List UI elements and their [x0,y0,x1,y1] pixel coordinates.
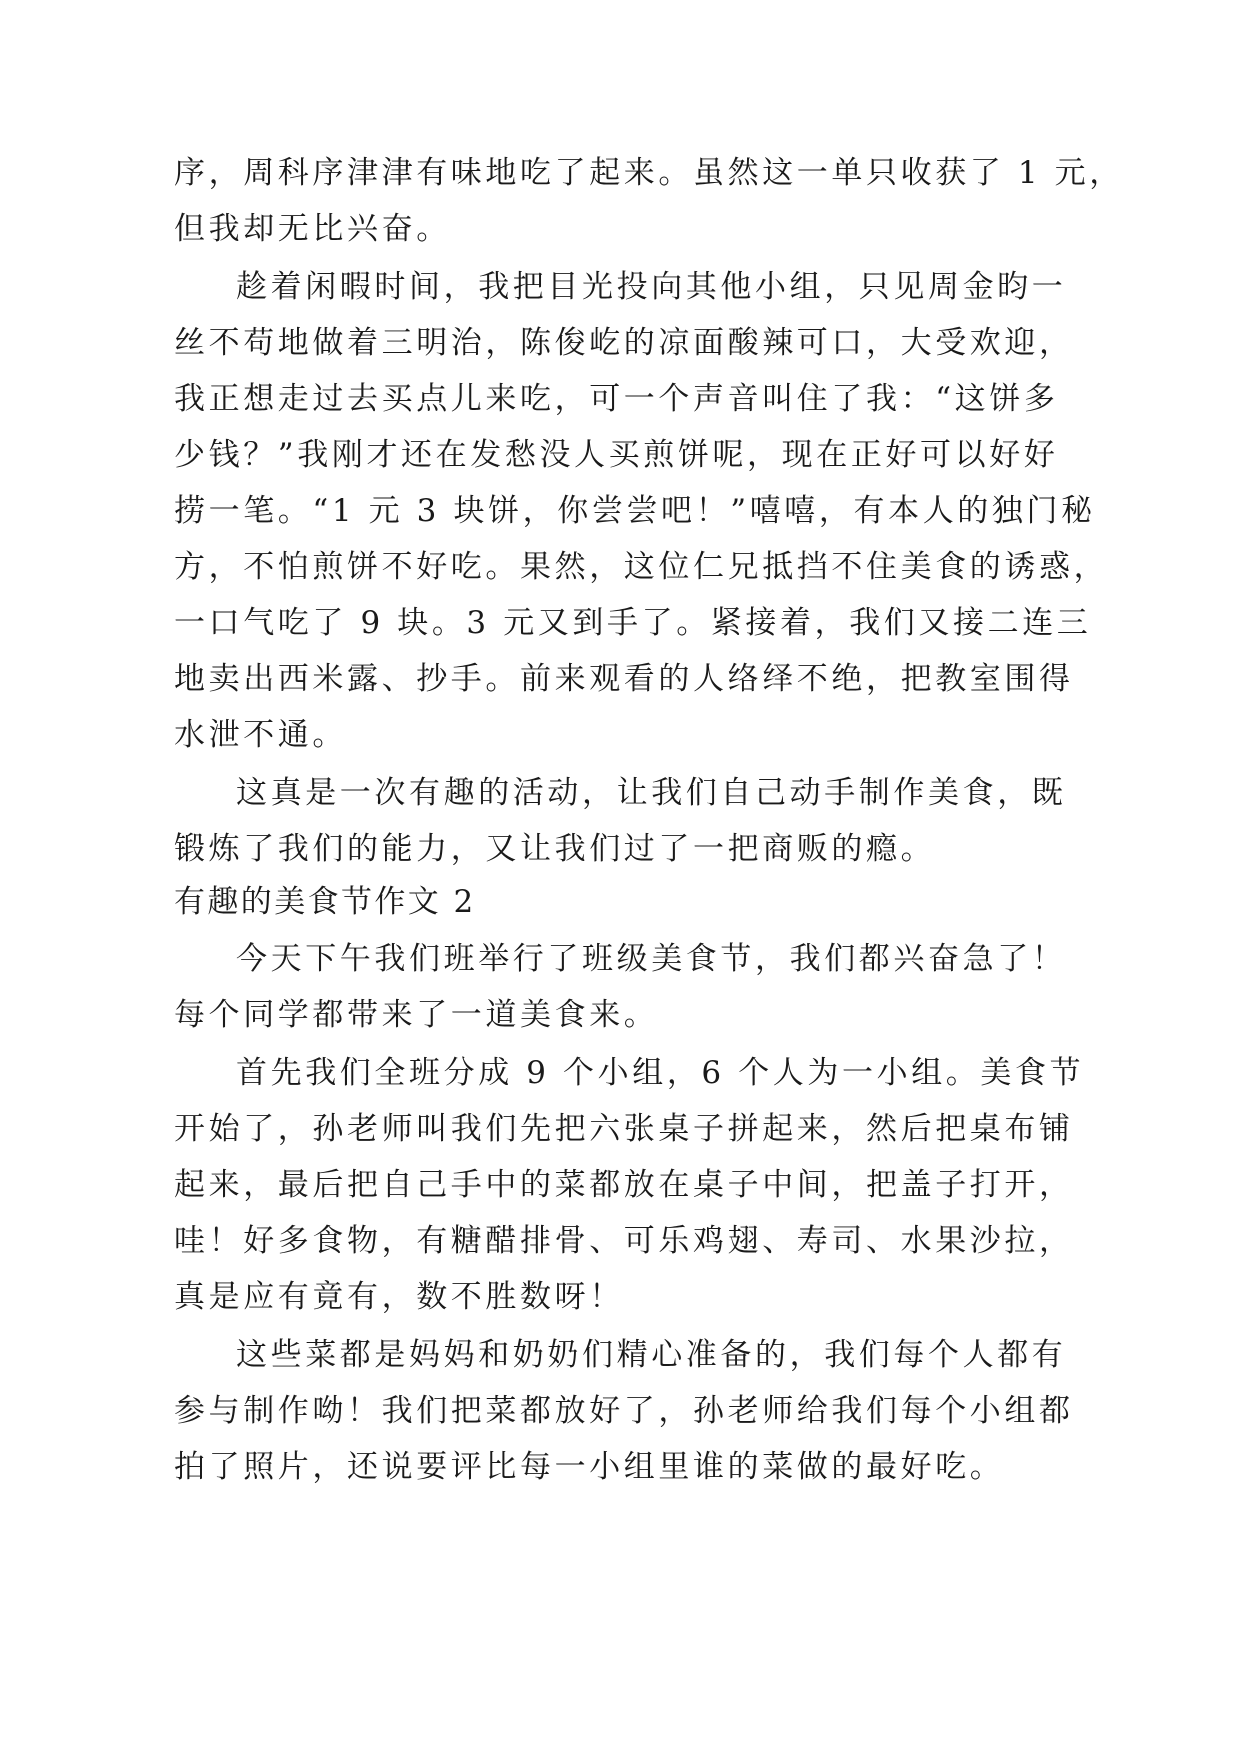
text-line: 趁着闲暇时间，我把目光投向其他小组，只见周金昀一 [236,269,1067,305]
text-line: 水泄不通。 [174,717,347,753]
text-line: 地卖出西米露、抄手。前来观看的人络绎不绝，把教室围得 [174,661,1074,697]
text-line: 哇！好多食物，有糖醋排骨、可乐鸡翅、寿司、水果沙拉， [174,1223,1074,1259]
text-line: 今天下午我们班举行了班级美食节，我们都兴奋急了！ [236,941,1067,977]
text-line: 锻炼了我们的能力，又让我们过了一把商贩的瘾。 [174,831,936,867]
text-line: 开始了，孙老师叫我们先把六张桌子拼起来，然后把桌布铺 [174,1111,1074,1147]
text-line: 丝不苟地做着三明治，陈俊屹的凉面酸辣可口，大受欢迎， [174,325,1074,361]
section-heading: 有趣的美食节作文 2 [174,884,476,920]
text-line: 起来，最后把自己手中的菜都放在桌子中间，把盖子打开， [174,1167,1074,1203]
text-line: 但我却无比兴奋。 [174,211,451,247]
text-line: 参与制作呦！我们把菜都放好了，孙老师给我们每个小组都 [174,1393,1074,1429]
text-line: 真是应有竟有，数不胜数呀！ [174,1279,624,1315]
text-line: 这些菜都是妈妈和奶奶们精心准备的，我们每个人都有 [236,1337,1067,1373]
text-line: 序，周科序津津有味地吃了起来。虽然这一单只收获了 1 元， [174,155,1124,191]
text-line: 方，不怕煎饼不好吃。果然，这位仁兄抵挡不住美食的诱惑， [174,549,1109,585]
text-line: 一口气吃了 9 块。3 元又到手了。紧接着，我们又接二连三 [174,605,1092,641]
text-line: 每个同学都带来了一道美食来。 [174,997,659,1033]
text-line: 拍了照片，还说要评比每一小组里谁的菜做的最好吃。 [174,1449,1005,1485]
text-line: 这真是一次有趣的活动，让我们自己动手制作美食，既 [236,775,1067,811]
text-line: 少钱？”我刚才还在发愁没人买煎饼呢，现在正好可以好好 [174,437,1059,473]
text-line: 捞一笔。“1 元 3 块饼，你尝尝吧！”嘻嘻，有本人的独门秘 [174,493,1096,529]
text-line: 我正想走过去买点儿来吃，可一个声音叫住了我：“这饼多 [174,381,1059,417]
text-line: 首先我们全班分成 9 个小组，6 个人为一小组。美食节 [236,1055,1085,1091]
